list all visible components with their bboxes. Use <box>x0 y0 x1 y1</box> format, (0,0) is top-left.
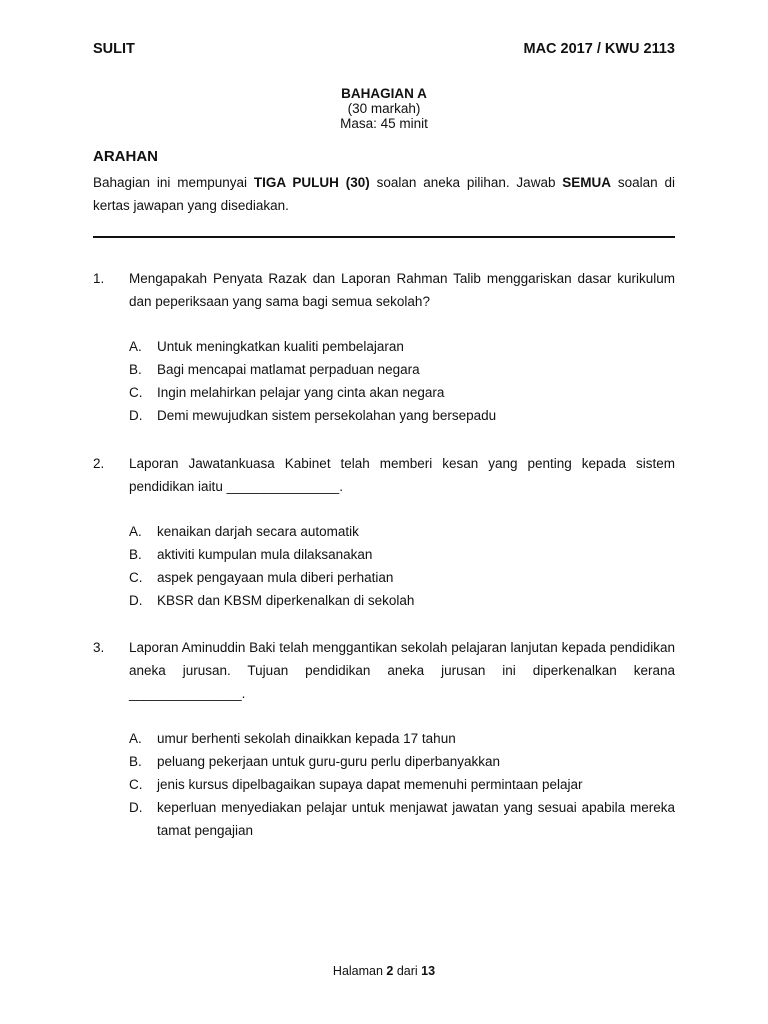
question-number: 1. <box>93 271 105 286</box>
question-2 <box>93 452 675 612</box>
option-text: KBSR dan KBSM diperkenalkan di sekolah <box>157 593 415 608</box>
option-letter: A. <box>129 339 142 354</box>
option-letter: B. <box>129 754 142 769</box>
instructions-bold-count: TIGA PULUH (30) <box>253 175 370 190</box>
option-a <box>129 727 675 750</box>
option-text: keperluan menyediakan pelajar untuk menjawat jawatan yang sesuai apabila mereka tamat pengajian <box>157 800 675 838</box>
option-text: Untuk meningkatkan kualiti pembelajaran <box>157 339 404 354</box>
option-letter: B. <box>129 547 142 562</box>
section-time: Masa: 45 minit <box>340 116 428 131</box>
question-text: Laporan Jawatankuasa Kabinet telah memberi kesan yang penting kepada sistem pendidikan iaitu _______________. <box>129 456 675 494</box>
option-letter: B. <box>129 362 142 377</box>
header-classification: SULIT <box>93 41 135 57</box>
option-d <box>129 404 675 427</box>
question-text: Mengapakah Penyata Razak dan Laporan Rahman Talib menggariskan dasar kurikulum dan peperiksaan yang sama bagi semua sekolah? <box>129 271 675 309</box>
option-a <box>129 335 675 358</box>
footer-middle: dari <box>393 964 422 978</box>
footer-prefix: Halaman <box>332 964 387 978</box>
option-letter: D. <box>129 593 143 608</box>
option-d <box>129 796 675 842</box>
question-1 <box>93 267 675 427</box>
option-d <box>129 589 675 612</box>
instructions-text <box>93 171 675 217</box>
header-exam-code: MAC 2017 / KWU 2113 <box>523 41 675 57</box>
option-text: Ingin melahirkan pelajar yang cinta akan negara <box>157 385 445 400</box>
option-c <box>129 773 675 796</box>
option-text: Demi mewujudkan sistem persekolahan yang bersepadu <box>157 408 497 423</box>
option-text: peluang pekerjaan untuk guru-guru perlu diperbanyakkan <box>157 754 500 769</box>
option-b <box>129 750 675 773</box>
option-b <box>129 358 675 381</box>
section-heading <box>0 86 768 131</box>
page-footer <box>0 964 768 978</box>
option-letter: A. <box>129 524 142 539</box>
option-text: Bagi mencapai matlamat perpaduan negara <box>157 362 420 377</box>
divider-line <box>93 236 675 238</box>
instructions-part-2: soalan aneka pilihan. Jawab <box>369 175 563 190</box>
option-letter: C. <box>129 385 143 400</box>
question-options <box>129 520 675 612</box>
option-text: aspek pengayaan mula diberi perhatian <box>157 570 394 585</box>
question-number: 3. <box>93 640 105 655</box>
question-3 <box>93 636 675 842</box>
option-text: jenis kursus dipelbagaikan supaya dapat memenuhi permintaan pelajar <box>157 777 583 792</box>
option-b <box>129 543 675 566</box>
option-text: kenaikan darjah secara automatik <box>157 524 359 539</box>
footer-page-number: 2 <box>386 964 394 978</box>
option-letter: A. <box>129 731 142 746</box>
option-a <box>129 520 675 543</box>
question-options <box>129 727 675 842</box>
instructions-title: ARAHAN <box>93 148 158 165</box>
option-letter: D. <box>129 408 143 423</box>
footer-total-pages: 13 <box>421 964 436 978</box>
option-text: aktiviti kumpulan mula dilaksanakan <box>157 547 373 562</box>
instructions-part-1: Bahagian ini mempunyai <box>93 175 254 190</box>
section-marks: (30 markah) <box>347 101 421 116</box>
option-letter: C. <box>129 777 143 792</box>
option-letter: D. <box>129 800 143 815</box>
instructions-part-3: soalan di kertas jawapan yang disediakan. <box>93 175 676 213</box>
question-text: Laporan Aminuddin Baki telah menggantikan sekolah pelajaran lanjutan kepada pendidikan aneka jurusan. Tujuan pendidikan aneka jurusan ini diperkenalkan kerana _______________. <box>129 640 675 701</box>
instructions-bold-all: SEMUA <box>562 175 612 190</box>
question-number: 2. <box>93 456 105 471</box>
question-options <box>129 335 675 427</box>
option-c <box>129 381 675 404</box>
section-title: BAHAGIAN A <box>341 86 427 101</box>
option-c <box>129 566 675 589</box>
option-text: umur berhenti sekolah dinaikkan kepada 17 tahun <box>157 731 456 746</box>
option-letter: C. <box>129 570 143 585</box>
